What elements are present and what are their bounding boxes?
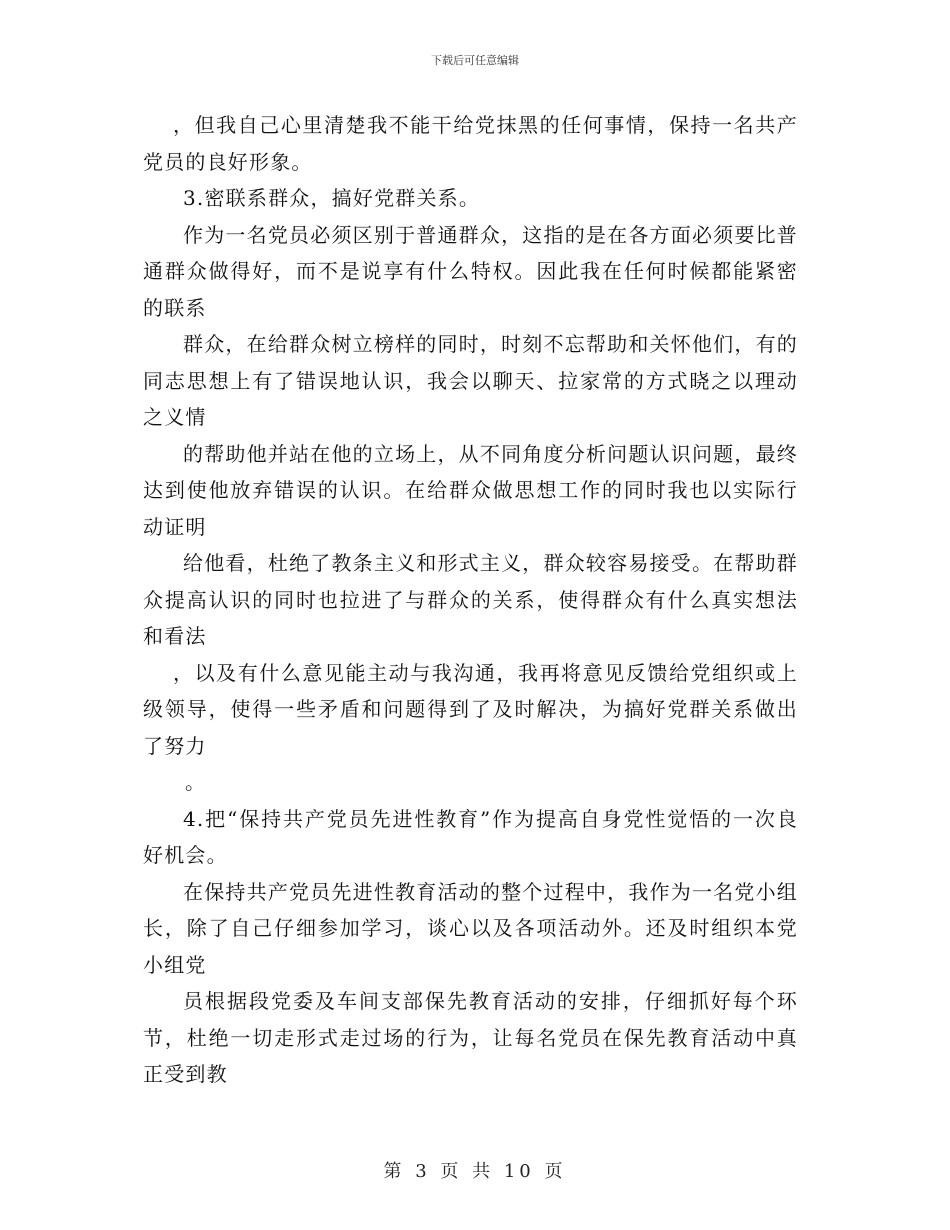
page-footer: 第 3 页 共 10 页 [383, 1161, 567, 1182]
paragraph: 作为一名党员必须区别于普通群众，这指的是在各方面必须要比普通群众做得好，而不是说享有什么特权。因此我在任何时候都能紧密的联系 [143, 222, 798, 320]
paragraph: 群众，在给群众树立榜样的同时，时刻不忘帮助和关怀他们，有的同志思想上有了错误地认识，我会以聊天、拉家常的方式晓之以理动之义情 [143, 332, 798, 429]
document-body [143, 107, 798, 1093]
section-heading: 3.密联系群众，搞好党群关系。 [183, 186, 481, 210]
paragraph: 给他看，杜绝了教条主义和形式主义，群众较容易接受。在帮助群众提高认识的同时也拉进了与群众的关系，使得群众有什么真实想法和看法 [143, 551, 798, 648]
paragraph: 的帮助他并站在他的立场上，从不同角度分析问题认识问题，最终达到使他放弃错误的认识。在给群众做思想工作的同时我也以实际行动证明 [143, 441, 798, 539]
paragraph: 。 [185, 770, 207, 794]
paragraph: ，但我自己心里清楚我不能干给党抹黑的任何事情，保持一名共产党员的良好形象。 [143, 113, 798, 174]
paragraph: ，以及有什么意见能主动与我沟通，我再将意见反馈给党组织或上级领导，使得一些矛盾和问题得到了及时解决，为搞好党群关系做出了努力 [143, 660, 798, 758]
paragraph: 在保持共产党员先进性教育活动的整个过程中，我作为一名党小组长，除了自己仔细参加学习，谈心以及各项活动外。还及时组织本党小组党 [143, 879, 798, 977]
page-header: 下载后可任意编辑 [431, 54, 519, 67]
section-heading: 4.把“保持共产党员先进性教育”作为提高自身党性觉悟的一次良好机会。 [143, 806, 798, 867]
paragraph: 员根据段党委及车间支部保先教育活动的安排，仔细抓好每个环节，杜绝一切走形式走过场的行为，让每名党员在保先教育活动中真正受到教 [143, 989, 798, 1086]
